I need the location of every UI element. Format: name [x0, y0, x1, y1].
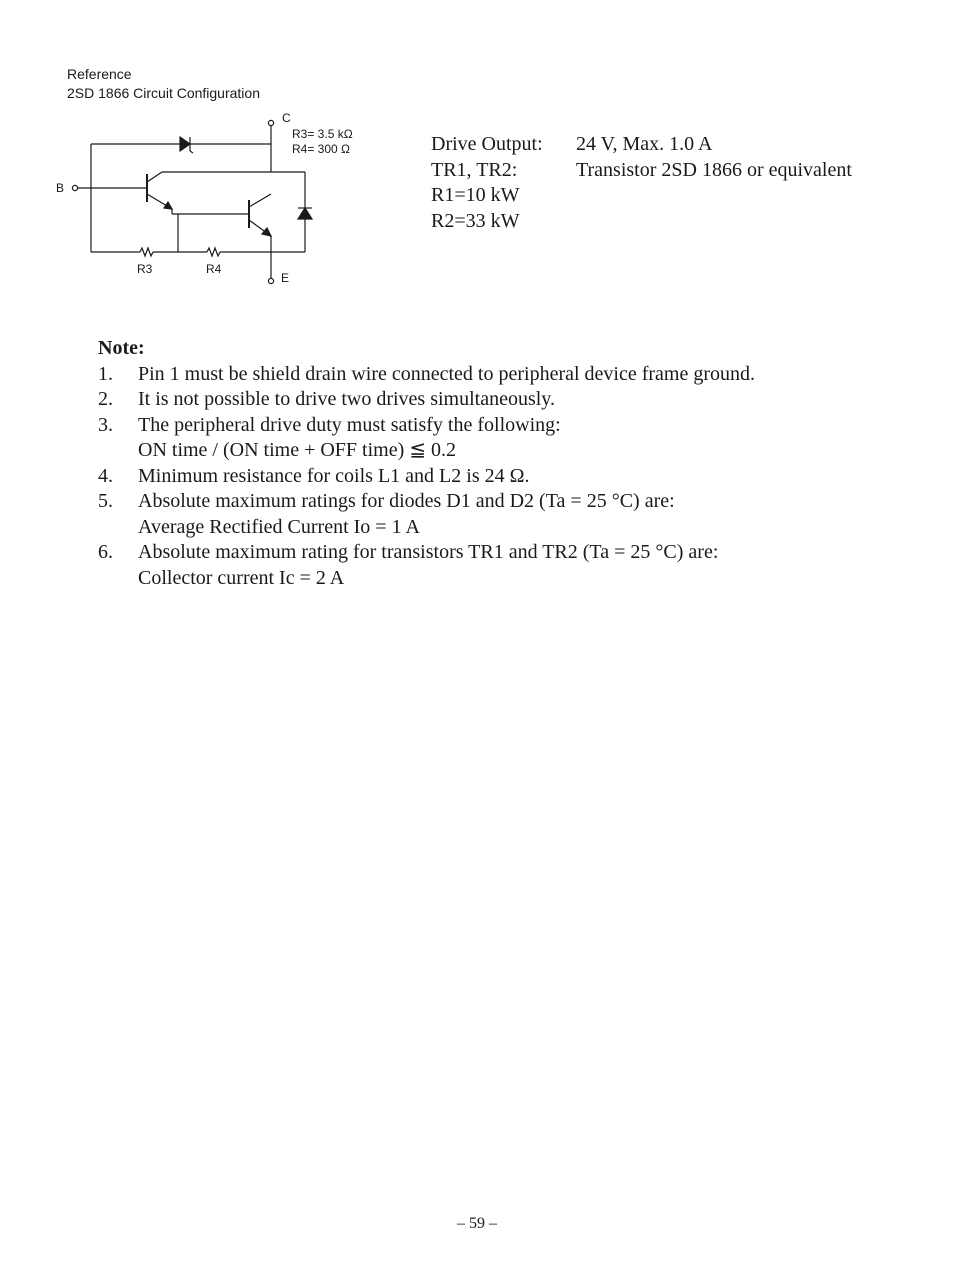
tr1-collector	[147, 172, 162, 182]
label-r3: R3	[137, 262, 153, 276]
note-text: Absolute maximum rating for transistors TR1 and TR2 (Ta = 25 °C) are:	[138, 541, 719, 563]
r3-resistor	[140, 248, 153, 256]
spec-row	[431, 183, 852, 209]
note-number: 4.	[98, 464, 113, 487]
label-e: E	[281, 271, 290, 285]
note-item	[98, 540, 755, 591]
notes-heading: Note:	[98, 337, 145, 359]
page-number: – 59 –	[457, 1215, 497, 1232]
label-b: B	[56, 181, 65, 195]
note-item	[98, 413, 755, 464]
note-item	[98, 387, 755, 413]
spec-row	[431, 209, 852, 235]
spec-key: Drive Output:	[431, 133, 543, 155]
spec-key: R2=33 kW	[431, 209, 520, 232]
circuit-diagram	[50, 110, 380, 290]
note-text: The peripheral drive duty must satisfy the following:	[138, 413, 561, 436]
reference-label: Reference	[67, 66, 132, 82]
spec-key: TR1, TR2:	[431, 158, 518, 181]
r4-value: R4= 300 Ω	[292, 142, 351, 156]
note-text: It is not possible to drive two drives simultaneously.	[138, 388, 556, 410]
note-text: Pin 1 must be shield drain wire connected to peripheral device frame ground.	[138, 362, 756, 385]
label-r4: R4	[206, 262, 222, 276]
note-number: 1.	[98, 362, 113, 385]
note-text: Minimum resistance for coils L1 and L2 is 24 Ω.	[138, 464, 530, 487]
note-item	[98, 464, 755, 490]
spec-value: Transistor 2SD 1866 or equivalent	[576, 158, 852, 181]
spec-value: 24 V, Max. 1.0 A	[576, 133, 713, 155]
note-number: 3.	[98, 413, 113, 436]
note-item	[98, 489, 755, 540]
notes-section	[98, 336, 755, 591]
protection-diode	[298, 208, 312, 219]
circuit-config-title: 2SD 1866 Circuit Configuration	[67, 85, 260, 101]
label-c: C	[282, 111, 291, 125]
note-number: 2.	[98, 388, 113, 410]
note-number: 6.	[98, 541, 113, 563]
tr2-collector	[249, 194, 271, 207]
terminal-c	[268, 120, 273, 125]
note-text: Collector current Ic = 2 A	[138, 566, 345, 589]
note-text: ON time / (ON time + OFF time) ≦ 0.2	[138, 439, 457, 461]
spec-table	[431, 132, 852, 234]
spec-row	[431, 158, 852, 184]
spec-key: R1=10 kW	[431, 184, 520, 206]
r4-resistor	[207, 248, 220, 256]
terminal-b	[72, 185, 77, 190]
r3-value: R3= 3.5 kΩ	[292, 127, 353, 141]
spec-row	[431, 132, 852, 158]
note-text: Average Rectified Current Io = 1 A	[138, 515, 420, 538]
note-number: 5.	[98, 490, 113, 512]
note-item	[98, 362, 755, 388]
zener-diode	[180, 137, 190, 151]
note-text: Absolute maximum ratings for diodes D1 and D2 (Ta = 25 °C) are:	[138, 490, 675, 512]
